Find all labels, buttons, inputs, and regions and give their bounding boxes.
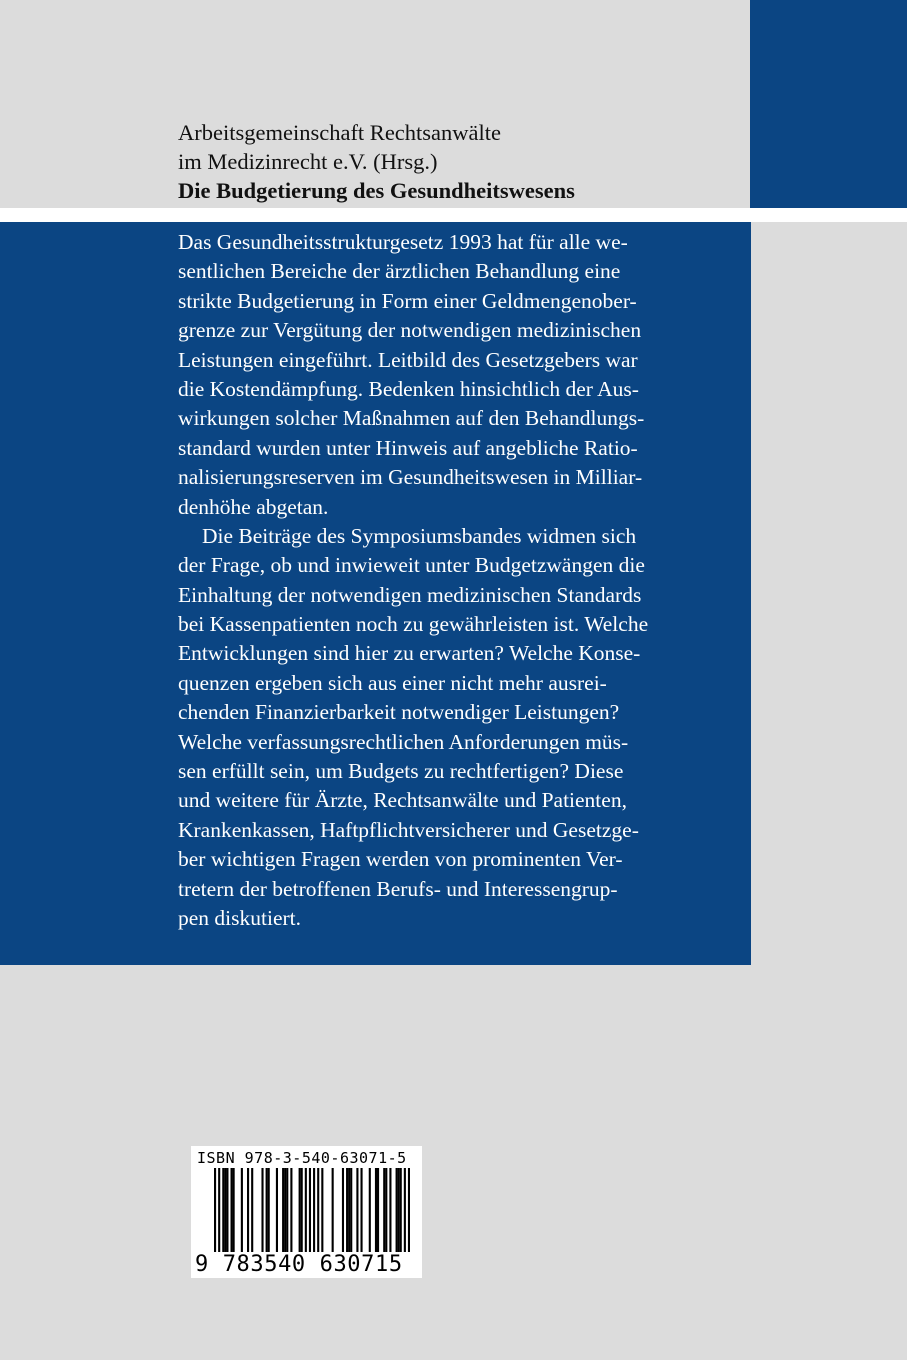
barcode-bar <box>385 1168 387 1252</box>
barcode-bar <box>404 1168 406 1252</box>
barcode-bar <box>231 1168 233 1252</box>
barcode-bar <box>222 1168 224 1252</box>
blurb-text <box>178 228 738 933</box>
isbn-label: ISBN 978-3-540-63071-5 <box>197 1149 407 1167</box>
blurb-line: Einhaltung der notwendigen medizinischen Standards <box>178 582 642 607</box>
editor-line-2: im Medizinrecht e.V. (Hrsg.) <box>178 149 438 174</box>
barcode-bar <box>261 1168 263 1252</box>
barcode-bar <box>284 1168 286 1252</box>
blurb-line: der Frage, ob und inwieweit unter Budgetzwängen die <box>178 553 645 578</box>
blurb-line: sentlichen Bereiche der ärztlichen Behandlung eine <box>178 259 621 284</box>
barcode-bar <box>276 1168 278 1252</box>
barcode-bar <box>389 1168 391 1252</box>
barcode-bar <box>396 1168 398 1252</box>
barcode-bar <box>313 1168 315 1252</box>
barcode-icon <box>214 1168 410 1252</box>
editor-line-1: Arbeitsgemeinschaft Rechtsanwälte <box>178 120 502 145</box>
blurb-line: die Kostendämpfung. Bedenken hinsichtlich der Aus- <box>178 376 639 401</box>
barcode-bar <box>268 1168 270 1252</box>
barcode-bar <box>350 1168 352 1252</box>
barcode-bar <box>346 1168 348 1252</box>
barcode-bar <box>224 1168 226 1252</box>
barcode-bar <box>301 1168 303 1252</box>
barcode-bar <box>309 1168 311 1252</box>
barcode-bar <box>286 1168 288 1252</box>
blurb-line: nalisierungsreserven im Gesundheitswesen in Milliar- <box>178 465 643 490</box>
barcode-bar <box>356 1168 358 1252</box>
barcode-bar <box>408 1168 410 1252</box>
blurb-line: standard wurden unter Hinweis auf angebliche Ratio- <box>178 435 638 460</box>
barcode-bar <box>360 1168 362 1252</box>
barcode-bar <box>282 1168 284 1252</box>
barcode-bar <box>266 1168 268 1252</box>
blurb-line: sen erfüllt sein, um Budgets zu rechtfertigen? Diese <box>178 759 624 784</box>
blurb-line: ber wichtigen Fragen werden von prominenten Ver- <box>178 847 623 872</box>
barcode-bar <box>348 1168 350 1252</box>
blurb-line: pen diskutiert. <box>178 905 302 930</box>
blurb-line: grenze zur Vergütung der notwendigen medizinischen <box>178 318 642 343</box>
blurb-line: Leistungen eingeführt. Leitbild des Gesetzgebers war <box>178 347 638 372</box>
barcode-bar <box>299 1168 301 1252</box>
blurb-line: Entwicklungen sind hier zu erwarten? Welche Konse- <box>178 641 641 666</box>
barcode-bar <box>383 1168 385 1252</box>
barcode-bar <box>226 1168 228 1252</box>
blurb-line: strikte Budgetierung in Form einer Geldmengenober- <box>178 288 637 313</box>
barcode-digits: 9 783540 630715 <box>195 1252 403 1277</box>
blurb-line: denhöhe abgetan. <box>178 494 329 519</box>
barcode-bar <box>290 1168 292 1252</box>
barcode-bar <box>377 1168 379 1252</box>
barcode-bar <box>342 1168 344 1252</box>
barcode-bar <box>332 1168 334 1252</box>
barcode-bar <box>251 1168 253 1252</box>
blurb-line: tretern der betroffenen Berufs- und Interessengrup- <box>178 876 618 901</box>
blurb-line: Welche verfassungsrechtlichen Anforderungen müs- <box>178 729 629 754</box>
barcode-bar <box>317 1168 319 1252</box>
barcode-bar <box>375 1168 377 1252</box>
barcode-bar <box>218 1168 220 1252</box>
barcode-bar <box>305 1168 307 1252</box>
barcode-bar <box>400 1168 402 1252</box>
blurb-line: chenden Finanzierbarkeit notwendiger Leistungen? <box>178 700 620 725</box>
blurb-line: bei Kassenpatienten noch zu gewährleisten ist. Welche <box>178 612 649 637</box>
barcode-bar <box>214 1168 216 1252</box>
barcode-bar <box>241 1168 243 1252</box>
book-header <box>178 118 738 205</box>
barcode-bar <box>369 1168 371 1252</box>
blurb-line: Das Gesundheitsstrukturgesetz 1993 hat für alle we- <box>178 230 628 254</box>
blurb-line: und weitere für Ärzte, Rechtsanwälte und Patienten, <box>178 788 627 813</box>
top-right-color-block <box>750 0 907 208</box>
barcode-bar <box>233 1168 235 1252</box>
white-divider-stripe <box>0 208 907 222</box>
barcode-bar <box>398 1168 400 1252</box>
blurb-line: Die Beiträge des Symposiumsbandes widmen sich <box>202 523 637 548</box>
blurb-line: Krankenkassen, Haftpflichtversicherer und Gesetzge- <box>178 817 639 842</box>
barcode-bar <box>321 1168 323 1252</box>
book-title: Die Budgetierung des Gesundheitswesens <box>178 178 575 203</box>
barcode-bar <box>247 1168 249 1252</box>
blurb-line: wirkungen solcher Maßnahmen auf den Behandlungs- <box>178 406 645 431</box>
blurb-line: quenzen ergeben sich aus einer nicht mehr ausrei- <box>178 670 607 695</box>
isbn-barcode-box <box>191 1146 422 1278</box>
